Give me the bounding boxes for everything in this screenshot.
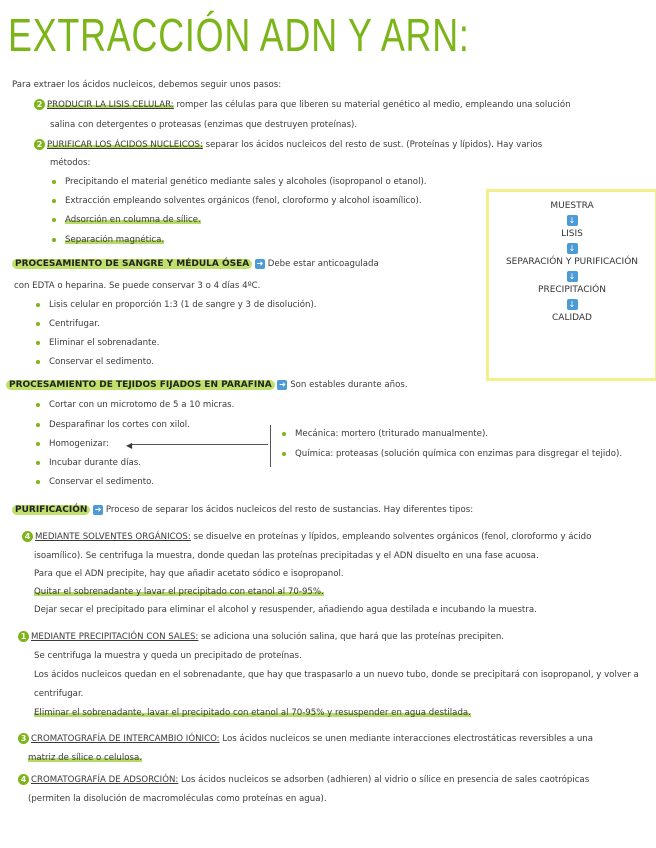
bullet-icon [36,403,40,407]
list-item: Homogenizar: [36,438,109,450]
list-item: Lisis celular en proporción 1:3 (1 de sangre y 3 de disolución). [36,299,317,311]
section-purificacion [12,504,473,517]
flow-step: PRECIPITACIÓN [538,285,606,296]
method-line: Los ácidos nucleicos se unen mediante interacciones electrostáticas reversibles a una [222,734,594,744]
section-heading: PURIFICACIÓN [12,505,90,515]
bullet-icon [52,199,56,203]
bracket [270,425,279,467]
method-4-label: CROMATOGRAFÍA DE ADSORCIÓN: [31,775,179,785]
step-number-icon: 2 [34,139,45,150]
bullet-icon [52,180,56,184]
step-number-icon: 2 [34,99,45,110]
method-3 [18,733,593,745]
method-line: Eliminar el sobrenadante, lavar el precipitado con etanol al 70-95% y resuspender en agua destilada. [34,708,471,718]
list-item: Conservar el sedimento. [36,356,154,368]
connector-line [130,444,268,445]
method-3-label: CROMATOGRAFÍA DE INTERCAMBIO IÓNICO: [31,734,220,744]
method-item: Extracción empleando solventes orgánicos (fenol, cloroformo y alcohol isoamílico). [52,195,422,207]
step-number-icon: 4 [18,774,29,785]
flow-step: LISIS [561,229,583,240]
bullet-icon [36,360,40,364]
method-item: Adsorción en columna de sílice. [52,214,201,226]
list-item: Centrifugar. [36,318,100,330]
method-2-label: MEDIANTE PRECIPITACIÓN CON SALES: [31,632,199,642]
homog-item: Química: proteasas (solución química con enzimas para disgregar el tejido). [282,448,622,460]
step-2 [34,139,542,151]
bullet-icon [52,238,56,242]
arrow-down-icon: ↓ [567,299,578,310]
method-line: Dejar secar el precipitado para eliminar el alcohol y resuspender, añadiendo agua destilada e incubando la muestra. [34,605,537,615]
flow-step: CALIDAD [552,313,592,324]
bullet-icon [282,452,286,456]
arrow-down-icon: ↓ [567,271,578,282]
method-line: Para que el ADN precipite, hay que añadir acetato sódico e isopropanol. [34,569,344,579]
method-4 [18,774,589,786]
step-1-label: PRODUCIR LA LISIS CELULAR: [47,100,174,110]
list-item: Eliminar el sobrenadante. [36,337,159,349]
bullet-icon [282,432,286,436]
step-1-text: romper las células para que liberen su material genético al medio, empleando una solución [176,100,571,110]
method-line: Los ácidos nucleicos quedan en el sobrenadante, que hay que traspasarlo a un nuevo tubo, donde se precipitará con isopropanol, y volver a [34,670,639,680]
step-1-text2: salina con detergentes o proteasas (enzimas que destruyen proteínas). [50,120,358,130]
method-2 [18,631,504,643]
list-item: Conservar el sedimento. [36,476,154,488]
method-line: matriz de sílice o celulosa. [28,753,142,763]
arrow-down-icon: ↓ [567,215,578,226]
section-text2: con EDTA o heparina. Se puede conservar 3 o 4 días 4ºC. [14,281,261,291]
step-number-icon: 4 [22,531,33,542]
method-line: Los ácidos nucleicos se adsorben (adhieren) al vidrio o sílice en presencia de sales caotrópicas [181,775,590,785]
method-line: Quitar el sobrenadante y lavar el precipitado con etanol al 70-95%. [34,587,324,597]
flow-step: MUESTRA [550,201,594,211]
section-parafina [6,379,408,392]
section-text: Proceso de separar los ácidos nucleicos del resto de sustancias. Hay diferentes tipos: [105,505,474,515]
arrow-right-icon: ➜ [94,504,102,514]
bullet-icon [36,322,40,326]
method-line: se disuelve en proteínas y lípidos, empleando solventes orgánicos (fenol, cloroformo y ácido [193,532,592,542]
arrow-right-icon: ➜ [279,379,286,389]
homog-item: Mecánica: mortero (triturado manualmente). [282,428,488,440]
bullet-icon [36,461,40,465]
intro-text: Para extraer los ácidos nucleicos, debemos seguir unos pasos: [12,80,282,90]
bullet-icon [36,442,40,446]
method-line: (permiten la disolución de macromoléculas como proteínas en agua). [28,794,327,804]
step-number-icon: 3 [18,733,29,744]
list-item: Cortar con un microtomo de 5 a 10 micras. [36,399,234,411]
section-heading: PROCESAMIENTO DE SANGRE Y MÉDULA ÓSEA [12,259,252,269]
list-item: Desparafinar los cortes con xilol. [36,419,190,431]
step-1 [34,99,571,111]
bullet-icon [52,218,56,222]
method-line: Se centrifuga la muestra y queda un precipitado de proteínas. [34,651,302,661]
section-sangre [12,258,379,271]
method-line: centrifugar. [34,689,84,699]
flow-step: SEPARACIÓN Y PURIFICACIÓN [505,257,639,268]
method-item: Separación magnética. [52,234,164,246]
section-text: Son estables durante años. [290,380,408,390]
arrow-left-icon: ◀ [126,441,133,450]
process-flow-box [486,189,656,381]
method-line: isoamílico). Se centrifuga la muestra, donde quedan las proteínas precipitadas y el ADN disuelto en una fase acuosa. [34,551,539,561]
arrow-down-icon: ↓ [567,243,578,254]
method-1-label: MEDIANTE SOLVENTES ORGÁNICOS: [35,532,191,542]
list-item: Incubar durante días. [36,457,141,469]
arrow-right-icon: ➜ [256,258,264,268]
step-2-text2: métodos: [50,158,91,168]
bullet-icon [36,303,40,307]
bullet-icon [36,341,40,345]
step-2-text: separar los ácidos nucleicos del resto de sust. (Proteínas y lípidos). Hay varios [205,140,543,150]
section-text: Debe estar anticoagulada [267,259,379,269]
step-number-icon: 1 [18,631,29,642]
method-line: se adiciona una solución salina, que hará que las proteínas precipiten. [201,632,505,642]
section-heading: PROCESAMIENTO DE TEJIDOS FIJADOS EN PARAFINA [6,380,275,390]
method-1 [22,531,591,543]
method-item: Precipitando el material genético mediante sales y alcoholes (isopropanol o etanol). [52,176,427,188]
step-2-label: PURIFICAR LOS ÁCIDOS NUCLEICOS: [47,140,203,150]
bullet-icon [36,423,40,427]
page-title: EXTRACCIÓN ADN Y ARN: [8,9,470,61]
bullet-icon [36,480,40,484]
